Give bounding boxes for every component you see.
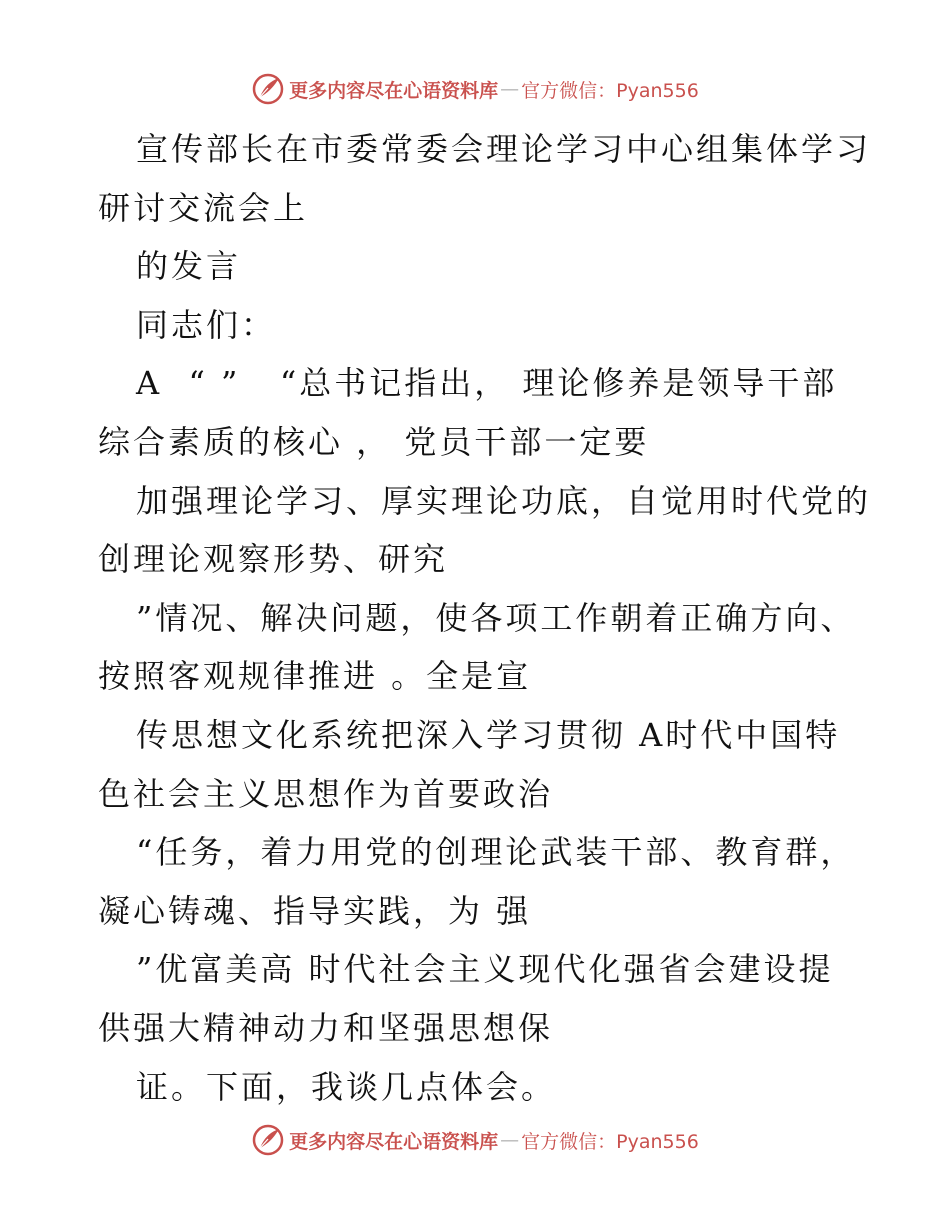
watermark-main-text: 更多内容尽在心语资料库 <box>289 1130 499 1153</box>
document-line: 色社会主义思想作为首要政治 <box>98 774 554 813</box>
document-line: 凝心铸魂、指导实践，为 强 <box>98 891 532 930</box>
document-line: A “ ” “总书记指出， 理论修养是领导干部 <box>136 364 838 403</box>
document-line: 研讨交流会上 <box>98 188 309 227</box>
watermark-wechat-text: 官方微信：Pyan556 <box>521 1130 699 1153</box>
document-line: 按照客观规律推进 。全是宣 <box>98 657 532 696</box>
document-line: 供强大精神动力和坚强思想保 <box>98 1008 554 1047</box>
document-line: ”情况、解决问题，使各项工作朝着正确方向、 <box>136 598 856 637</box>
document-line: 综合素质的核心 ， 党员干部一定要 <box>98 422 650 461</box>
feather-pen-logo-icon <box>251 72 285 106</box>
document-line: 传思想文化系统把深入学习贯彻 A时代中国特 <box>136 715 841 754</box>
document-line: 的发言 <box>136 247 242 286</box>
document-line: 同志们： <box>136 305 277 344</box>
document-line: 创理论观察形势、研究 <box>98 540 449 579</box>
document-line: 加强理论学习、厚实理论功底，自觉用时代党的 <box>136 481 872 520</box>
document-line: 证。下面，我谈几点体会。 <box>136 1067 557 1106</box>
footer-watermark <box>0 1120 950 1160</box>
document-line: “任务，着力用党的创理论武装干部、教育群， <box>136 833 856 872</box>
document-line: 宣传部长在市委常委会理论学习中心组集体学习 <box>136 130 872 168</box>
watermark-main-text: 更多内容尽在心语资料库 <box>289 79 499 102</box>
header-watermark <box>0 69 950 109</box>
watermark-separator: — <box>500 1129 520 1151</box>
watermark-wechat-text: 官方微信：Pyan556 <box>521 79 699 102</box>
document-body <box>98 120 918 1116</box>
watermark-separator: — <box>500 78 520 100</box>
feather-pen-logo-icon <box>251 1123 285 1157</box>
document-line: ”优富美高 时代社会主义现代化强省会建设提 <box>136 950 834 989</box>
